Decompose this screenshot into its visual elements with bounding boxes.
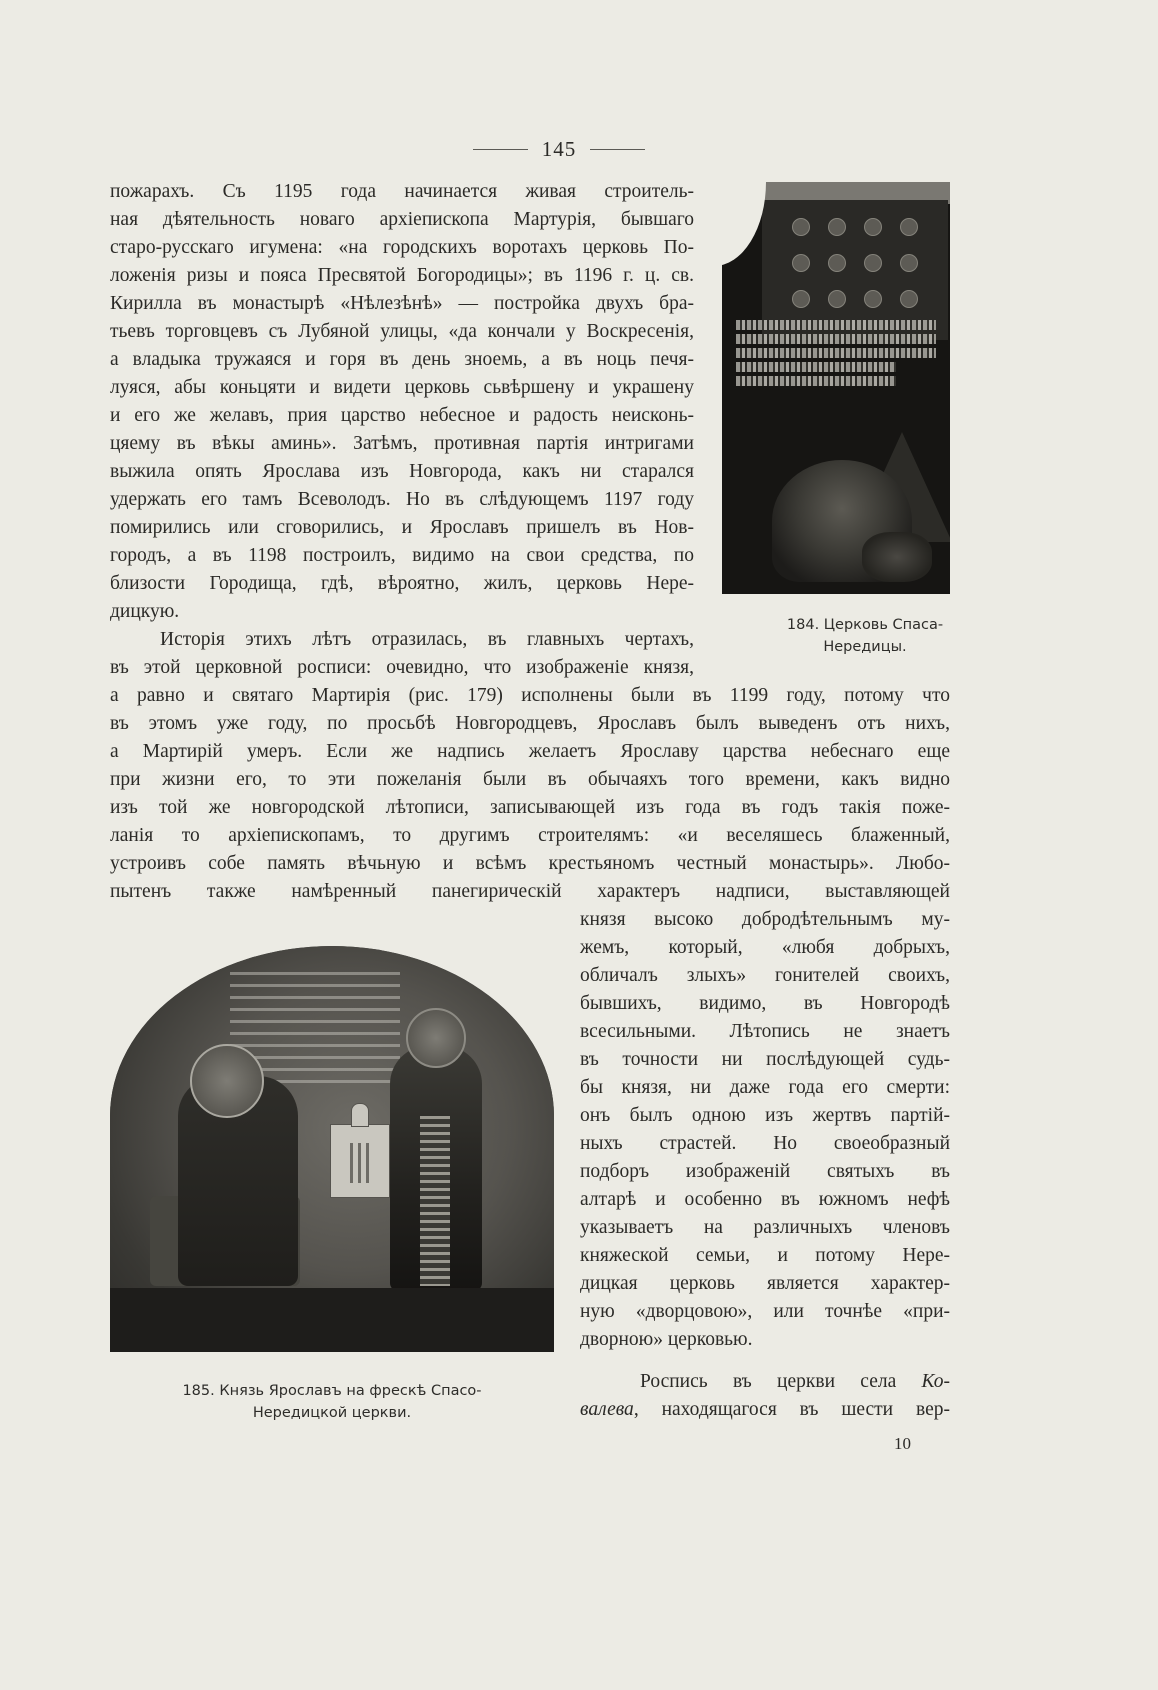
fresco-inscription [736,320,936,330]
text-line: ныхъ страстей. Но своеобразный [580,1133,950,1154]
signature-mark: 10 [894,1434,911,1453]
text-line: близости Городища, гдѣ, вѣроятно, жилъ, церковь Нере- [110,573,694,594]
text-line: городъ, а въ 1198 построилъ, видимо на свои средства, по [110,545,694,566]
fresco-inscription [736,348,936,358]
text-line: дицкую. [110,601,180,622]
fresco-prince-head [406,1008,466,1068]
fresco-floor [110,1288,554,1352]
fresco-saint [900,254,918,272]
text-line: жемъ, который, «любя добрыхъ, [580,937,950,958]
figure-185-caption [110,1380,554,1424]
text-line: пожарахъ. Съ 1195 года начинается живая строитель- [110,181,694,202]
text-line: пытенъ также намѣренный панегирическій характеръ надписи, выставляющей [110,881,950,902]
header-rule-left [473,149,528,150]
fresco-saint [792,290,810,308]
text-line: дворною» церковью. [580,1329,753,1350]
text-line: княжеской семьи, и потому Нере- [580,1245,950,1266]
text-line: указываетъ на различныхъ членовъ [580,1217,950,1238]
text-line: бы князя, ни даже года его смерти: [580,1077,950,1098]
fresco-saint [900,290,918,308]
text-line: удержать его тамъ Всеволодъ. Но въ слѣдующемъ 1197 году [110,489,694,510]
text-line: а владыка тружаяся и горя въ день зноемь, а въ ноць печя- [110,349,694,370]
text-line: цяему въ вѣкы аминь». Затѣмъ, противная партія интригами [110,433,694,454]
fresco-robe-trim [420,1116,450,1286]
text-line: выжила опять Ярослава изъ Новгорода, какъ ни старался [110,461,694,482]
text-line: Кирилла въ монастырѣ «Нѣлезѣнѣ» — постройка двухъ бра- [110,293,694,314]
fresco-saint [828,290,846,308]
fresco-saint [864,254,882,272]
text-line: всесильными. Лѣтопись не знаетъ [580,1021,950,1042]
fresco-figure [862,532,932,582]
text-line: бывшихъ, видимо, въ Новгородѣ [580,993,950,1014]
text-line: старо-русскаго игумена: «на городскихъ воротахъ церковь По- [110,237,694,258]
text-line: онъ былъ одною изъ жертвъ партій- [580,1105,950,1126]
fresco-inscription [736,362,896,372]
page-header [444,134,674,164]
caption-line: 185. Князь Ярославъ на фрескѣ Спасо- [182,1383,482,1399]
fresco-corner-cutout [722,182,766,266]
header-rule-right [590,149,645,150]
text-line: алтарѣ и особенно въ южномъ нефѣ [580,1189,950,1210]
fresco-saint [792,254,810,272]
text-line: тьевъ торговцевъ съ Лубяной улицы, «да кончали у Воскресенія, [110,321,694,342]
text-line [580,1396,950,1424]
text-line: а Мартирій умеръ. Если же надпись желаетъ Ярославу царства небеснаго еще [110,741,950,762]
text-line: луяся, абы коньцяти и видети церковь сьвѣршену и украшену [110,377,694,398]
text-line: ланія то архіепископамъ, то другимъ строителямъ: «и веселяшесь блаженный, [110,825,950,846]
fresco-church-model [330,1124,390,1198]
caption-line: 184. Церковь Спаса- [786,617,944,633]
italic-place-name: Ко- [921,1371,950,1392]
text-line: ложенія ризы и пояса Пресвятой Богородицы»; въ 1196 г. ц. св. [110,265,694,286]
text-line: и его же желавъ, прия царство небесное и радость неисконь- [110,405,694,426]
figure-185-image [110,946,554,1352]
text-line: при жизни его, то эти пожеланія были въ обычаяхъ того времени, какъ видно [110,769,950,790]
italic-place-name: валева [580,1399,634,1420]
text-line: ная дѣятельность новаго архіепископа Мартурія, бывшаго [110,209,694,230]
fresco-inscription [736,334,936,344]
text-line: въ этой церковной росписи: очевидно, что изображеніе князя, [110,657,694,678]
text-line [640,1368,950,1396]
text-line: обличалъ злыхъ» гонителей своихъ, [580,965,950,986]
fresco-saint [900,218,918,236]
text-line: а равно и святаго Мартирія (рис. 179) исполнены были въ 1199 году, потому что [110,685,950,706]
text-line: Исторія этихъ лѣтъ отразилась, въ главныхъ чертахъ, [160,629,694,650]
fresco-saint [828,254,846,272]
text-line: въ этомъ уже году, по просьбѣ Новгородцевъ, Ярославъ былъ выведенъ отъ нихъ, [110,713,950,734]
fresco-halo [190,1044,264,1118]
fresco-saint [864,290,882,308]
text-line: князя высоко добродѣтельнымъ му- [580,909,950,930]
text-line: устроивъ собе память вѣчьную и всѣмъ крестьяномъ честный монастырь». Любо- [110,853,950,874]
text-line: ную «дворцовою», или точнѣе «при- [580,1301,950,1322]
fresco-saint [792,218,810,236]
fresco-inscription [736,376,896,386]
text-span: Роспись въ церкви села [640,1371,922,1392]
page-number: 145 [541,136,577,161]
fresco-saint [828,218,846,236]
figure-184-caption [760,614,970,658]
text-line: помирились или сговорились, и Ярославъ пришелъ въ Нов- [110,517,694,538]
text-line: въ точности ни послѣдующей судь- [580,1049,950,1070]
caption-line: Нередицкой церкви. [252,1405,412,1421]
text-span: , находящагося въ шести вер- [633,1399,950,1420]
text-line: изъ той же новгородской лѣтописи, записывающей изъ года въ годъ такія поже- [110,797,950,818]
text-line: подборъ изображеній святыхъ въ [580,1161,950,1182]
text-line: дицкая церковь является характер- [580,1273,950,1294]
caption-line: Нередицы. [823,639,907,655]
fresco-arch [762,200,948,340]
fresco-saint [864,218,882,236]
figure-184-image [722,182,950,594]
